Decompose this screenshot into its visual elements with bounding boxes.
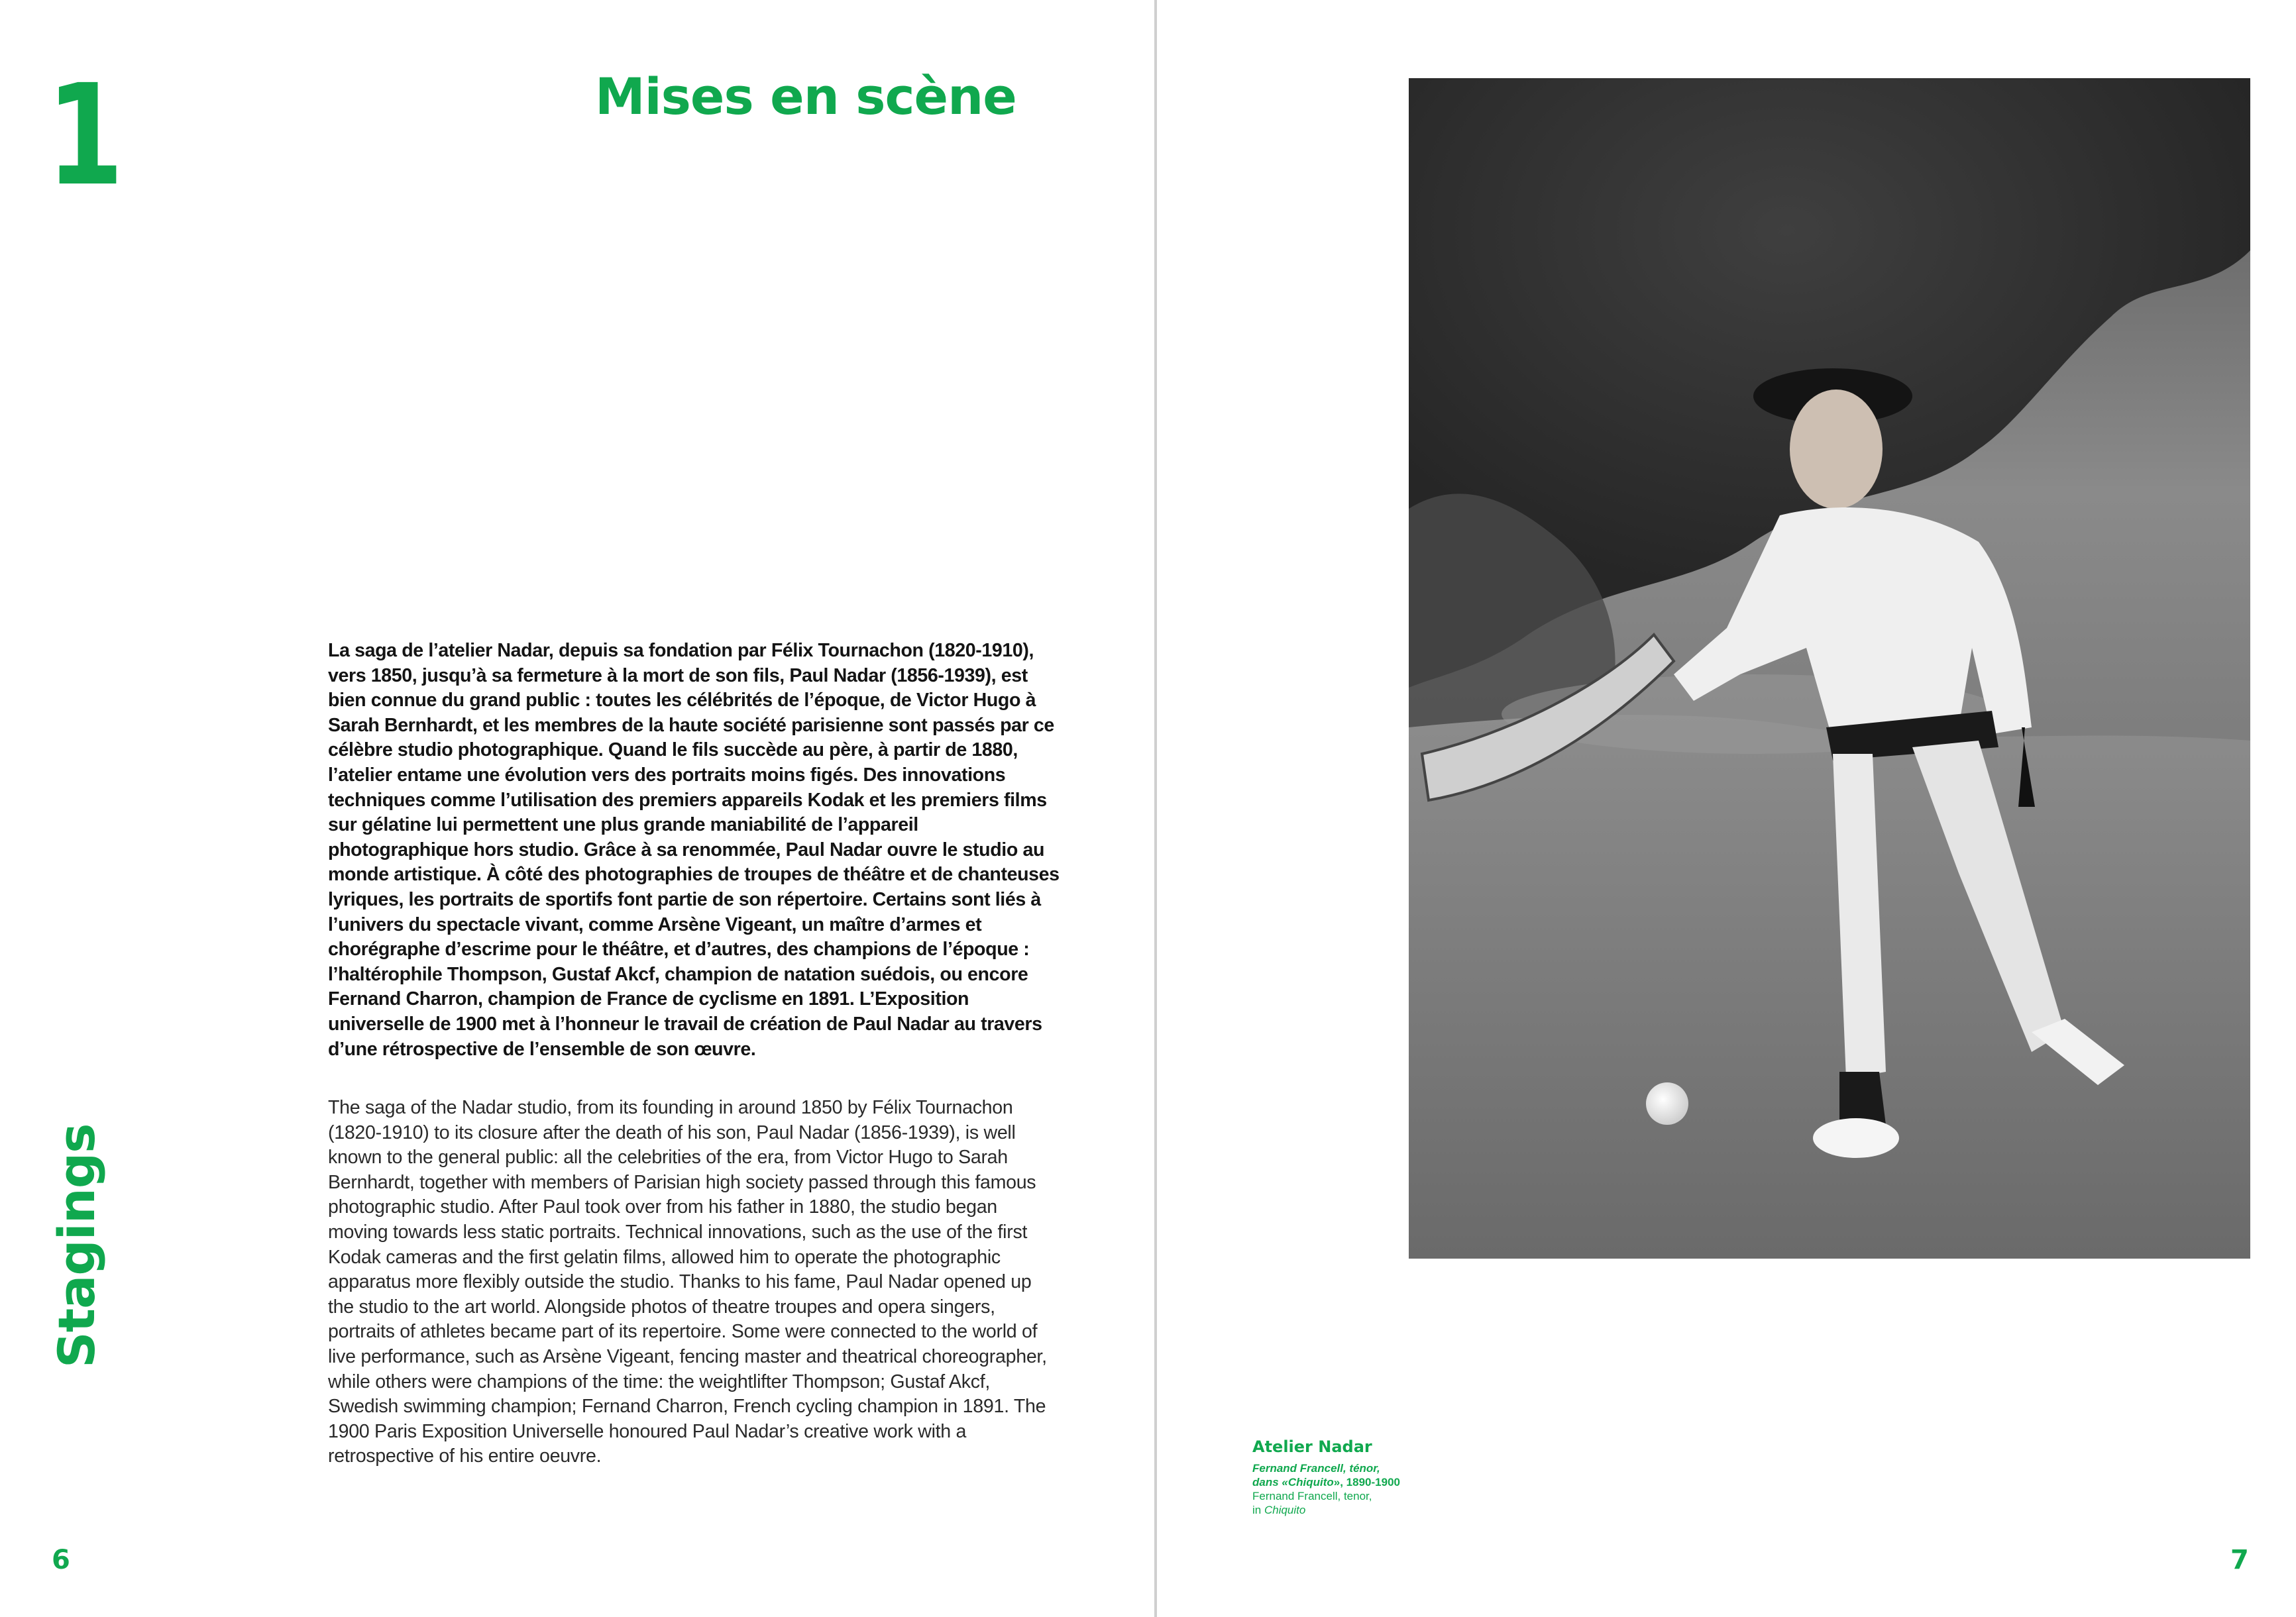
photo-caption bbox=[1252, 1436, 1491, 1517]
caption-credit: Atelier Nadar bbox=[1252, 1437, 1372, 1456]
caption-title-french bbox=[1252, 1461, 1491, 1489]
caption-title-en-work: Chiquito bbox=[1264, 1504, 1306, 1516]
caption-title-english bbox=[1252, 1489, 1491, 1517]
page-number-right: 7 bbox=[2230, 1545, 2249, 1575]
caption-title-fr-line1: Fernand Francell, ténor, bbox=[1252, 1462, 1380, 1475]
caption-title-en-in: in bbox=[1252, 1504, 1262, 1516]
chapter-title-english-vertical: Stagings bbox=[47, 1123, 106, 1368]
caption-title-fr-suffix: », 1890-1900 bbox=[1333, 1476, 1400, 1488]
body-text-english: The saga of the Nadar studio, from its founding in around 1850 by Félix Tournachon (1820-1910) to its closure after the death of his son, Paul Nadar (1856-1939), is well known to the general public: all the celebrities of the era, from Victor Hugo to Sarah Bernhardt, together with members of Parisian high society passed through this famous photographic studio. After Paul took over from his father in 1880, the studio began moving towards less static portraits. Technical innovations, such as the use of the first Kodak cameras and the first gelatin films, allowed him to operate the photographic apparatus more flexibly outside the studio. Thanks to his fame, Paul Nadar opened up the studio to the art world. Alongside photos of theatre troupes and opera singers, portraits of athletes became part of its repertoire. Some were connected to the world of live performance, such as Arsène Vigeant, fencing master and theatrical choreographer, while others were champions of the time: the weightlifter Thompson; Gustaf Akcf, Swedish swimming champion; Fernand Charron, French cycling champion in 1891. The 1900 Paris Exposition Universelle honoured Paul Nadar’s creative work with a retrospective of his entire oeuvre. bbox=[328, 1097, 1047, 1467]
page-number-left: 6 bbox=[52, 1545, 70, 1575]
chapter-title-french: Mises en scène bbox=[595, 67, 1016, 126]
photograph-pelota-player bbox=[1409, 78, 2250, 1259]
caption-title-en-line1: Fernand Francell, tenor, bbox=[1252, 1490, 1372, 1502]
right-page bbox=[1157, 0, 2296, 1617]
ball bbox=[1646, 1082, 1688, 1125]
caption-title-fr-dans: dans « bbox=[1252, 1476, 1288, 1488]
caption-title-fr-work: Chiquito bbox=[1287, 1476, 1334, 1488]
body-text-french: La saga de l’atelier Nadar, depuis sa fondation par Félix Tournachon (1820-1910), vers 1850, jusqu’à sa fermeture à la mort de son fils, Paul Nadar (1856-1939), est bien connue du grand public : toutes les célébrités de l’époque, de Victor Hugo à Sarah Bernhardt, et les membres de la haute société parisienne sont passés par ce célèbre studio photographique. Quand le fils succède au père, à partir de 1880, l’atelier entame une évolution vers des portraits moins figés. Des innovations techniques comme l’utilisation des premiers appareils Kodak et les premiers films sur gélatine lui permettent une plus grande maniabilité de l’appareil photographique hors studio. Grâce à sa renommée, Paul Nadar ouvre le studio au monde artistique. À côté des photographies de troupes de théâtre et de chanteuses lyriques, les portraits de sportifs font partie de son répertoire. Certains sont liés à l’univers du spectacle vivant, comme Arsène Vigeant, un maître d’armes et chorégraphe d’escrime pour le théâtre, et d’autres, des champions de l’époque : l’haltérophile Thompson, Gustaf Akcf, champion de natation suédois, ou encore Fernand Charron, champion de France de cyclisme en 1891. L’Exposition universelle de 1900 met à l’honneur le travail de création de Paul Nadar au travers d’une rétrospective de l’ensemble de son œuvre. bbox=[328, 640, 1060, 1060]
chapter-number: 1 bbox=[46, 54, 121, 217]
